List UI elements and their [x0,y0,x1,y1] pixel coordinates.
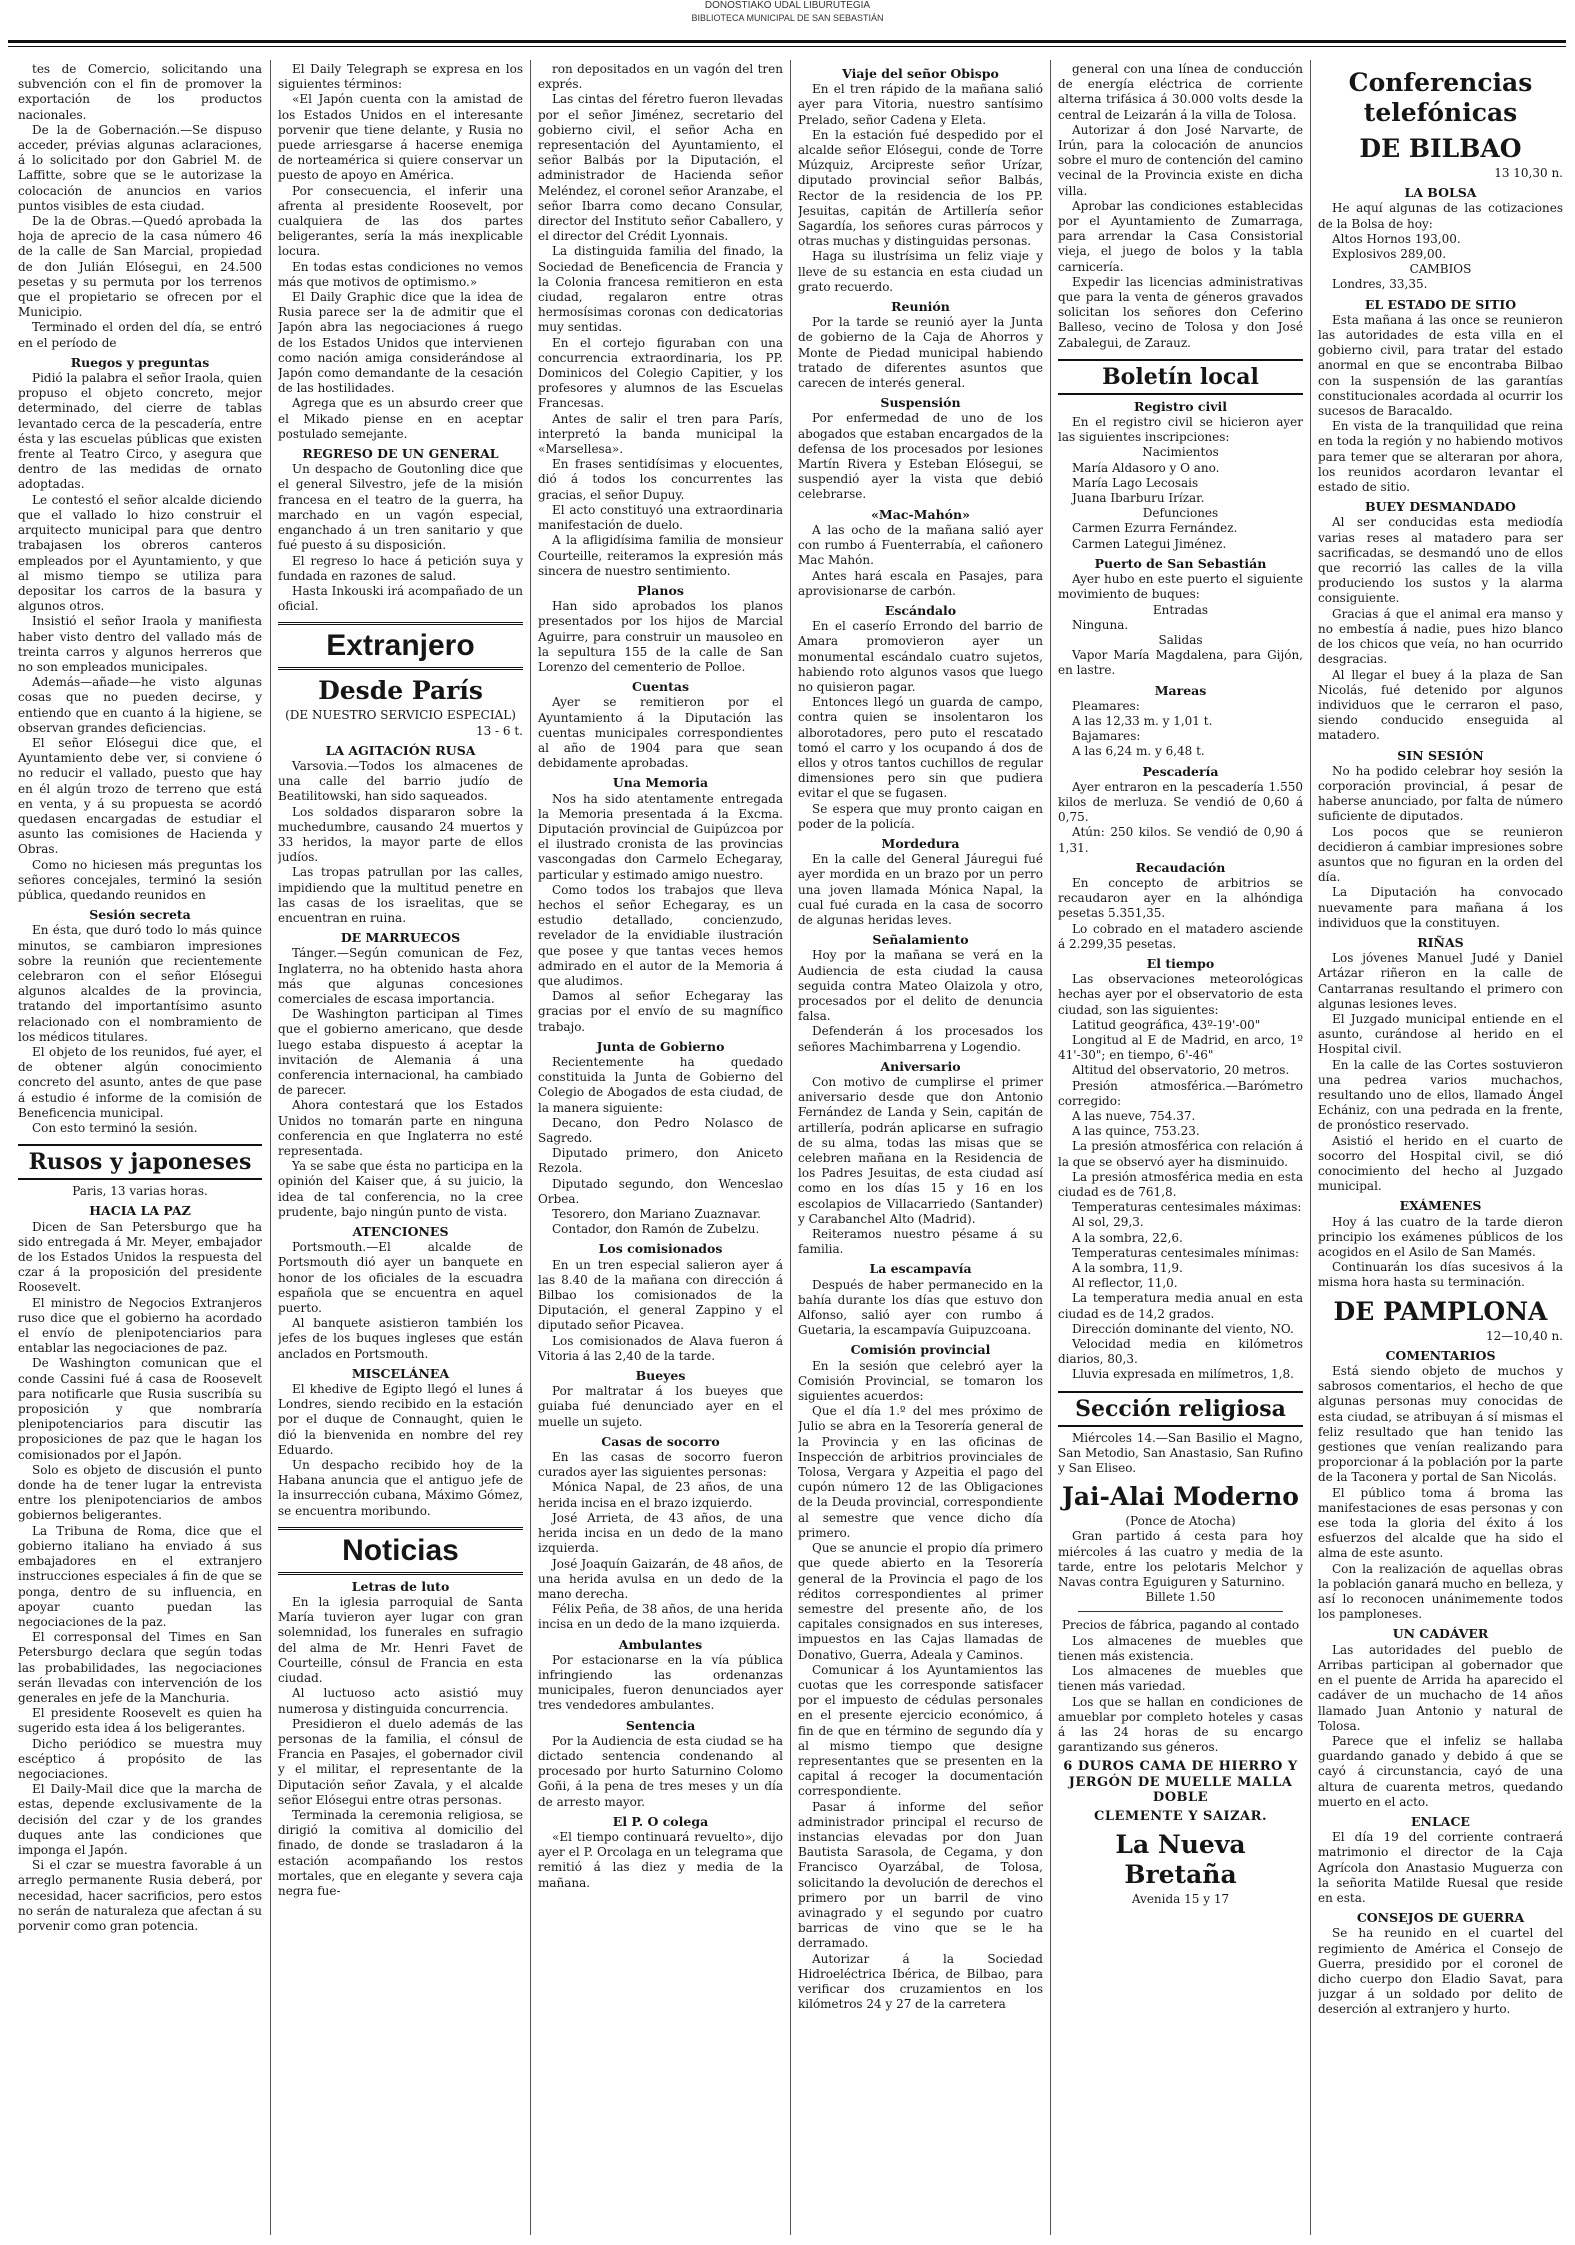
paragraph: Los soldados dispararon sobre la muchedumbre, causando 24 muertos y 33 heridos, la mayor parte de ellos judíos. [278,804,523,865]
paragraph: Autorizar á don José Narvarte, de Irún, para la colocación de anuncios sobre el muro de contención del camino vecinal de la Provincia existe en dicha villa. [1058,122,1303,198]
paragraph: Terminado el orden del día, se entró en el período de [18,320,262,350]
paragraph: En el caserío Errondo del barrio de Amara promovieron ayer un monumental escándalo cuatro sujetos, habiendo roto algunos vasos que luego no quisieron pagar. [798,619,1043,694]
centered-line: (DE NUESTRO SERVICIO ESPECIAL) [285,708,516,723]
paragraph: tes de Comercio, solicitando una subvención con el fin de promover la exportación de los productos nacionales. [18,62,262,122]
paragraph: Solo es objeto de discusión el punto donde ha de tener lugar la entrevista entre los plenipotenciarios de ambos gobiernos beligerantes. [18,1462,262,1523]
paragraph: Ayer se remitieron por el Ayuntamiento á la Diputación las cuentas municipales correspondientes al año de 1904 para que sean debidamente aprobadas. [538,695,783,771]
section-heading: Recaudación [1135,859,1226,875]
paragraph: No ha podido celebrar hoy sesión la corporación provincial, á pesar de haberse anunciado, por falta de número suficiente de diputados. [1318,763,1563,824]
column-divider [790,60,791,2235]
paragraph: Dirección dominante del viento, NO. [1072,1321,1294,1336]
paragraph: Terminada la ceremonia religiosa, se dirigió la comitiva al domicilio del finado, de donde se trasladaron á la estación acompañando los restos mortales, que en elegante y severa caja negra fue- [278,1807,523,1898]
paragraph: En frases sentidísimas y elocuentes, dió á todos los concurrentes las gracias, el señor Dupuy. [538,457,783,502]
paragraph: La Diputación ha convocado nuevamente para mañana á los individuos que la constituyen. [1318,885,1563,930]
masthead [0,0,1575,44]
section-heading: Ruegos y preguntas [70,354,210,370]
paragraph: María Lago Lecosais [1072,475,1199,490]
paragraph: Presidieron el duelo además de las personas de la familia, el cónsul de Francia en Pasajes, el gobernador civil y el militar, el representante de la Diputación señor Zavala, y el alcalde señor Elósegui entre otras personas. [278,1716,523,1807]
paragraph: María Aldasoro y O ano. [1072,460,1220,475]
paragraph: Altitud del observatorio, 20 metros. [1072,1063,1290,1078]
paragraph: En concepto de arbitrios se recaudaron ayer en la alhóndiga pesetas 5.351,35. [1058,875,1303,921]
paragraph: El día 19 del corriente contraerá matrimonio el director de la Caja Agrícola don Anastasio Muguerza con la señorita Matilde Ruesal que reside en esta. [1318,1830,1563,1905]
section-heading: Letras de luto [351,1578,450,1594]
paragraph: Los comisionados de Alava fueron á Vitoria á las 2,40 de la tarde. [538,1333,783,1363]
paragraph: Por maltratar á los bueyes que guiaba fué denunciado ayer en el muelle un sujeto. [538,1384,783,1429]
paragraph: Con motivo de cumplirse el primer aniversario desde que don Antonio Fernández de Landa y Sein, capitán de artillería, podrán aplicarse en sufragio de su alma, todas las misas que se celebren mañana en la Residencia de los Padres Jesuitas, de esta ciudad así como en los días 15 y 16 en los escolapios de Villacarriedo (Santander) y Carabanchel Alto (Madrid). [798,1075,1043,1226]
paragraph: He aquí algunas de las cotizaciones de la Bolsa de hoy: [1318,201,1563,231]
paragraph: Le contestó el señor alcalde diciendo que el vallado lo hizo construir el arquitecto municipal para que dentro trabajasen los obreros canteros empleados por el Ayuntamiento, y que al mismo tiempo se utiliza para depositar los carros de la basura y algunos otros. [18,492,262,614]
paragraph: Un despacho de Goutonling dice que el general Silvestro, jefe de la misión francesa en el teatro de la guerra, ha marchado en un vagón especial, enganchado á un tren sanitario y que fué puesto á su disposición. [278,462,523,553]
paragraph: El Daily-Mail dice que la marcha de estas, depende exclusivamente de la decisión del czar y de los grandes duques ante las condiciones que imponga el Japón. [18,1782,262,1857]
paragraph: El presidente Roosevelt es quien ha sugerido esta idea á los beligerantes. [18,1706,262,1736]
paragraph: Como todos los trabajos que lleva hechos el señor Echegaray, es un estudio detallado, concienzudo, revelador de la envidiable ilustración que posee y que tantas veces hemos admirado en el autor de la Memoria á que aludimos. [538,882,783,988]
centered-line: Nacimientos [1142,445,1219,460]
paragraph: Tánger.—Según comunican de Fez, Inglaterra, no ha obtenido hasta ahora más que algunas concesiones comerciales de escasa importancia. [278,946,523,1006]
paragraph: Haga su ilustrísima un feliz viaje y lleve de su estancia en esta ciudad un grato recuerdo. [798,249,1043,294]
section-heading: Sesión secreta [89,907,191,923]
section-heading: ENLACE [1411,1813,1470,1829]
paragraph: En la calle del General Jáuregui fué ayer mordida en un brazo por un perro una joven llamada Mónica Napal, la cual fué curada en la casa de socorro de algunas heridas leves. [798,852,1043,927]
section-heading: DE MARRUECOS [340,930,461,946]
column-divider [1310,60,1311,2235]
paragraph: Además—añade—he visto algunas cosas que no pueden decirse, y entiendo que en cuanto á la higiene, se observan grandes deficiencias. [18,675,262,735]
paragraph: Ya se sabe que ésta no participa en la opinión del Kaiser que, á su juicio, la idea de tal conferencia, no la cree prudente, bajo ningún punto de vista. [278,1159,523,1219]
paragraph: Por la Audiencia de esta ciudad se ha dictado sentencia condenando al procesado por hurto Saturnino Colomo Goñi, á la pena de tres meses y un día de arresto mayor. [538,1733,783,1809]
paragraph: La distinguida familia del finado, la Sociedad de Beneficencia de Francia y la Colonia francesa remitieron en esta ciudad, regalaron entre otras hermosísimas coronas con dedicatorias muy sentidas. [538,244,783,335]
column-divider [270,60,271,2235]
paragraph: Se espera que muy pronto caigan en poder de la policía. [798,801,1043,831]
centered-line: Avenida 15 y 17 [1131,1892,1230,1907]
paragraph: A la sombra, 11,9. [1072,1261,1183,1276]
paragraph: Dicen de San Petersburgo que ha sido entregada á Mr. Meyer, embajador de los Estados Unidos la respuesta del czar á la proposición del presidente Roosevelt. [18,1219,262,1295]
paragraph: De la de Obras.—Quedó aprobada la hoja de aprecio de la casa número 46 de la calle de San Marcial, propiedad de don Julián Elósegui, en 24.500 pesetas y su permuta por los terrenos que el propietario se ofrecen por el Municipio. [18,214,262,320]
section-banner: Sección religiosa [1058,1391,1303,1427]
paragraph: Está siendo objeto de muchos y sabrosos comentarios, el hecho de que algunas personas muy conocidas de esta ciudad, se atribuyan á sí mismas el feliz resultado que han tenido las gestiones que venían realizando para proporcionar á la población por la parte de la Taconera y portal de San Nicolás. [1318,1364,1563,1485]
paragraph: El Daily Graphic dice que la idea de Rusia parece ser la de admitir que el Japón abra las negociaciones á ruego de los Estados Unidos que intervienen como nación amiga considerándose al Japón como demandante de la cesación de las hostilidades. [278,290,523,396]
paragraph: Han sido aprobados los planos presentados por los hijos de Marcial Aguirre, para construir un mausoleo en la sepultura 155 de la calle de San Lorenzo del cementerio de Polloe. [538,599,783,674]
section-heading: Puerto de San Sebastián [1094,555,1267,571]
paragraph: En ésta, que duró todo lo más quince minutos, se cambiaron impresiones sobre la reunión que recientemente celebraron con el señor Elósegui algunos alcaldes de la provincia, tratando del importantísimo asunto relacionado con el nombramiento de los médicos titulares. [18,923,262,1044]
section-heading: Aniversario [880,1058,961,1074]
paragraph: Que el día 1.º del mes próximo de Julio se abra en la Tesorería general de la Provincia y en las oficinas de Inspección de arbitrios provinciales de Tolosa, Vergara y Azpeitia el pago del cupón número 12 de las Obligaciones de la Deuda provincial, correspondiente al semestre que vence dicho día primero. [798,1404,1043,1540]
paragraph: En la sesión que celebró ayer la Comisión Provincial, se tomaron los siguientes acuerdos: [798,1358,1043,1404]
section-heading: HACIA LA PAZ [89,1203,191,1219]
paragraph: Los almacenes de muebles que tienen más variedad. [1058,1664,1303,1694]
paragraph: Félix Peña, de 38 años, de una herida incisa en un dedo de la mano izquierda. [538,1602,783,1632]
paragraph: En la estación fué despedido por el alcalde señor Elósegui, conde de Torre Múzquiz, Arcipreste señor Urízar, diputado provincial señor Balbás, Rector de la residencia de los PP. Jesuitas, capitán de Artillería señor Sagardía, los señores curas párrocos y otras muchas y distinguidas personas. [798,127,1043,249]
ad-heading: CLEMENTE Y SAIZAR. [1094,1808,1267,1824]
paragraph: A las nueve, 754.37. [1072,1109,1196,1123]
paragraph: Los almacenes de muebles que tienen más existencia. [1058,1633,1303,1663]
paragraph: Antes hará escala en Pasajes, para aprovisionarse de carbón. [798,568,1043,598]
section-heading: Bueyes [635,1368,686,1384]
paragraph: Portsmouth.—El alcalde de Portsmouth dió ayer un banquete en honor de los oficiales de la escuadra española que se encuentra en aquel puerto. [278,1240,523,1316]
paragraph: Después de haber permanecido en la bahía durante los días que estuvo don Alfonso, salió ayer con rumbo á Guetaria, la escampavía Guipuzcoana. [798,1277,1043,1338]
headline: DE PAMPLONA [1333,1296,1548,1326]
paragraph: Al llegar el buey á la plaza de San Nicolás, fué detenido por algunos individuos que le cerraron el paso, siendo conducido enseguida al matadero. [1318,667,1563,743]
paragraph: Por la tarde se reunió ayer la Junta de gobierno de la Caja de Ahorros y Monte de Piedad municipal habiendo tratado de diferentes asuntos que carecen de interés general. [798,315,1043,391]
paragraph: Carmen Lategui Jiménez. [1072,536,1227,551]
section-heading: Mareas [1154,682,1207,698]
paragraph: Al reflector, 11,0. [1072,1276,1178,1291]
section-heading: Reunión [891,299,950,315]
separator [1078,1611,1283,1612]
paragraph: Juana Ibarburu Irízar. [1072,491,1205,506]
section-heading: Señalamiento [872,932,969,948]
column-1 [18,62,262,2232]
paragraph: Lluvia expresada en milímetros, 1,8. [1072,1367,1294,1382]
paragraph: Latitud geográfica, 43º-19'-00" [1072,1017,1261,1032]
paragraph: El regreso lo hace á petición suya y fundada en razones de salud. [278,553,523,583]
paragraph: El objeto de los reunidos, fué ayer, el de obtener algún conocimiento concreto del asunto, antes de que pase á estudio é informe de la comisión de Beneficencia municipal. [18,1045,262,1120]
paragraph: Miércoles 14.—San Basilio el Magno, San Metodio, San Anastasio, San Rufino y San Eliseo. [1058,1430,1303,1476]
paragraph: Un despacho recibido hoy de la Habana anuncia que el antiguo jefe de la insurrección cubana, Máximo Gómez, se encuentra moribundo. [278,1458,523,1518]
paragraph: Londres, 33,35. [1332,277,1428,292]
section-heading: Planos [637,582,684,598]
section-heading: LA AGITACIÓN RUSA [325,742,476,758]
paragraph: Recientemente ha quedado constituida la Junta de Gobierno del Colegio de Abogados de esta ciudad, de la manera siguiente: [538,1055,783,1115]
paragraph: Contador, don Ramón de Zubelzu. [552,1222,760,1237]
paragraph: Al ser conducidas esta mediodía varias reses al matadero para ser sacrificadas, se desmandó uno de ellos que recorrió las calles de la villa produciendo los sustos y la alarma consiguiente. [1318,515,1563,606]
column-3 [538,62,783,2232]
paragraph: Por consecuencia, el inferir una afrenta al presidente Roosevelt, por cualquiera de las dos partes beligerantes, sería la más inexplicable locura. [278,183,523,259]
paragraph: La temperatura media anual en esta ciudad es de 14,2 grados. [1058,1291,1303,1321]
paragraph: Tesorero, don Mariano Zuaznavar. [552,1207,761,1222]
section-banner: Noticias [278,1527,523,1575]
paragraph: Al luctuoso acto asistió muy numerosa y distinguida concurrencia. [278,1686,523,1716]
section-heading: Una Memoria [612,775,709,791]
section-heading: MISCELÁNEA [351,1365,450,1381]
paragraph: Dicho periódico se muestra muy escéptico á propósito de las negociaciones. [18,1736,262,1781]
paragraph: general con una línea de conducción de energía eléctrica de corriente alterna trifásica á 30.000 volts desde la central de Leizarán á la villa de Tolosa. [1058,62,1303,122]
section-banner: Rusos y japoneses [18,1144,262,1180]
centered-line: Salidas [1158,632,1203,647]
paragraph: Altos Hornos 193,00. [1332,231,1461,246]
section-heading: COMENTARIOS [1385,1347,1496,1363]
paragraph: En la iglesia parroquial de Santa María tuvieron ayer lugar con gran solemnidad, los funerales en sufragio del alma de Mr. Henri Favet de Courteille, cónsul de Francia en esta ciudad. [278,1595,523,1686]
column-divider [530,60,531,2235]
section-heading: RIÑAS [1417,934,1464,950]
paragraph: Damos al señor Echegaray las gracias por el envío de su magnífico trabajo. [538,989,783,1034]
dateline: 12—10,40 n. [1486,1328,1563,1343]
section-heading: El P. O colega [612,1813,709,1829]
paragraph: El Juzgado municipal entiende en el asunto, curándose al herido en el Hospital civil. [1318,1011,1563,1057]
paragraph: Que se anuncie el propio día primero que quede abierto en la Tesorería general de la Provincia el pago de los réditos correspondientes al primer semestre del presente año, de los capitales consignados en sus intereses, impuestos en las Cajas llamadas de Donativo, Guerra, Adeala y Caminos. [798,1541,1043,1662]
column-6 [1318,62,1563,2232]
section-heading: UN CADÁVER [1392,1626,1489,1642]
paragraph: A las 6,24 m. y 6,48 t. [1072,744,1205,759]
column-4 [798,62,1043,2232]
paragraph: El señor Elósegui dice que, el Ayuntamiento debe ver, si conviene ó no reducir el vallado, puesto que hay en él algún trozo de terreno que está en venta, y á su propuesta se acordó quedasen encargadas de estudiar el asunto las comisiones de Hacienda y Obras. [18,735,262,857]
headline: DE BILBAO [1359,134,1522,163]
paragraph: A la afligidísima familia de monsieur Courteille, reiteramos la expresión más sincera de nuestro sentimiento. [538,533,783,578]
paragraph: El acto constituyó una extraordinaria manifestación de duelo. [538,502,783,533]
paragraph: Al sol, 29,3. [1072,1215,1144,1230]
paragraph: Ninguna. [1072,617,1129,632]
section-heading: EL ESTADO DE SITIO [1364,296,1517,312]
paragraph: De Washington comunican que el conde Cassini fué á casa de Roosevelt para notificarle que Rusia suscribía su proposición y que nombraría plenipotenciarios para discutir las proposiciones de paz que le hagan los comisionados por el Japón. [18,1356,262,1462]
header-rule-thick [8,40,1566,43]
paragraph: Insistió el señor Iraola y manifiesta haber visto dentro del vallado más de treinta carros y algunos herreros que no son empleados municipales. [18,614,262,674]
centered-line: Defunciones [1142,506,1219,521]
paragraph: El Daily Telegraph se expresa en los siguientes términos: [278,62,523,92]
centered-line: Precios de fábrica, pagando al contado [1061,1618,1300,1633]
paragraph: A las 12,33 m. y 1,01 t. [1072,713,1213,728]
paragraph: Temperaturas centesimales mínimas: [1072,1245,1300,1260]
paragraph: Continuarán los días sucesivos á la misma hora hasta su terminación. [1318,1260,1563,1290]
paragraph: A las ocho de la mañana salió ayer con rumbo á Fuenterrabía, el cañonero Mac Mahón. [798,522,1043,568]
header-rule-thin [8,46,1566,47]
paragraph: En vista de la tranquilidad que reina en toda la región y no habiendo motivos para temer que se alteraran por ahora, los reunidos acordaron levantar el estado de sitio. [1318,419,1563,495]
paragraph: En el tren rápido de la mañana salió ayer para Vitoria, nuestro santísimo Prelado, señor Cadena y Eleta. [798,82,1043,127]
paragraph: Entonces llegó un guarda de campo, contra quien se insolentaron los alborotadores, pero puto el rescatado tomó el carro y los ocupando á dos de ellos y otros tantos cuchillos de regular dimensiones pero sin que pudiera evitar el que se fugasen. [798,695,1043,801]
paragraph: Pasar á informe del señor administrador principal el recurso de instancias elevadas por don Juan Bautista Sarasola, de Cegama, y don Francisco Oyarzábal, de Tolosa, solicitando la devolución de derechos el primero por un barril de vino avinagrado y el segundo por cuatro barricas de vino que se le ha derramado. [798,1799,1043,1951]
paragraph: «El tiempo continuará revuelto», dijo ayer el P. Orcolaga en un telegrama que remitió á las diez y media de la mañana. [538,1829,783,1890]
centered-line: (Ponce de Atocha) [1125,1514,1236,1529]
paragraph: Por estacionarse en la vía pública infringiendo las ordenanzas municipales, fueron denunciados ayer tres vendedores ambulantes. [538,1652,783,1713]
paragraph: ron depositados en un vagón del tren exprés. [538,62,783,92]
paragraph: El khedive de Egipto llegó el lunes á Londres, siendo recibido en la estación por el duque de Connaught, quien le dió la bienvenida en nombre del rey Eduardo. [278,1382,523,1457]
paragraph: Los pocos que se reunieron decidieron á cambiar impresiones sobre asuntos que no figuran en la orden del día. [1318,824,1563,885]
section-heading: Escándalo [884,602,957,618]
paragraph: Con la realización de aquellas obras la población ganará mucho en belleza, y así lo reconocen unánimemente todos los pamploneses. [1318,1561,1563,1622]
paragraph: El corresponsal del Times en San Petersburgo declara que según todas las probabilidades, las negociaciones serán llevadas con intervención de los generales en jefe de la Manchuria. [18,1630,262,1705]
paragraph: Ahora contestará que los Estados Unidos no tomarán parte en ninguna conferencia en que Inglaterra no esté representada. [278,1098,523,1158]
paragraph: Pidió la palabra el señor Iraola, quien propuso el objeto concreto, mejor determinado, del cierre de tablas levantado cerca de la pescadería, entre ésta y las escuelas públicas que existen frente al Teatro Circo, y asegura que dentro de las medidas de ornato adoptadas. [18,371,262,492]
paragraph: Autorizar á la Sociedad Hidroeléctrica Ibérica, de Bilbao, para verificar dos cruzamientos en los kilómetros 24 y 27 de la carretera [798,1951,1043,2012]
paragraph: José Arrieta, de 43 años, de una herida incisa en un dedo de la mano izquierda. [538,1510,783,1556]
section-heading: Cuentas [632,679,689,695]
paragraph: El público toma á broma las manifestaciones de esas personas y con ese toda la gloria del éxito á los esfuerzos del alcalde que ha sido el alma de este asunto. [1318,1485,1563,1561]
section-heading: REGRESO DE UN GENERAL [302,446,499,462]
paragraph: La presión atmosférica con relación á la que se observó ayer ha disminuido. [1058,1139,1303,1169]
section-heading: El tiempo [1146,955,1215,971]
library-name-basque: DONOSTIAKO UDAL LIBURUTEGIA [704,0,871,11]
paragraph: Asistió el herido en el cuarto de socorro del Hospital civil, se dió conocimiento del hecho al Juzgado municipal. [1318,1133,1563,1194]
paragraph: Explosivos 289,00. [1332,247,1447,262]
ad-heading: 6 DUROS CAMA DE HIERRO Y JERGÓN DE MUELLE MALLA DOBLE [1063,1759,1298,1805]
paragraph: «El Japón cuenta con la amistad de los Estados Unidos en el interesante porvenir que tiene delante, y Rusia no puede arriesgarse á hacerse enemiga de norteamérica si quiere conservar un puesto de apoyo en América. [278,92,523,183]
headline: Jai-Alai Moderno [1062,1482,1299,1512]
paragraph: Se ha reunido en el cuartel del regimiento de América el Consejo de Guerra, presidido por el coronel de dicho cuerpo don Eladio Savat, para juzgar á un soldado por delito de deserción al extranjero y hurto. [1318,1926,1563,2017]
paragraph: Al banquete asistieron también los jefes de los buques ingleses que están anclados en Portsmouth. [278,1316,523,1361]
section-heading: EXÁMENES [1399,1198,1482,1214]
paragraph: De la de Gobernación.—Se dispuso acceder, prévias algunas aclaraciones, á lo solicitado por don Gabriel M. de Laffitte, sobre que se le autorizase la colocación de anuncios en varios puntos visibles de esta ciudad. [18,122,262,213]
paragraph: Expedir las licencias administrativas que para la venta de géneros gravados solicitan los señores don Ceferino Balleso, vecino de Tolosa y don José Zabalegui, de Zarauz. [1058,274,1303,350]
paragraph: A la sombra, 22,6. [1072,1230,1183,1245]
paragraph: La presión atmosférica media en esta ciudad es de 761,8. [1058,1169,1303,1200]
paragraph: Los jóvenes Manuel Judé y Daniel Artázar riñeron en la calle de Cantarranas resultando el primero con algunas lesiones leves. [1318,951,1563,1011]
paragraph: Vapor María Magdalena, para Gijón, en lastre. [1058,648,1303,678]
paragraph: Atún: 250 kilos. Se vendió de 0,90 á 1,31. [1058,825,1303,855]
section-heading: Casas de socorro [601,1433,720,1449]
paragraph: Nos ha sido atentamente entregada la Memoria presentada á la Excma. Diputación provincial de Guipúzcoa por el ilustrado cronista de las provincias vascongadas don Carmelo Echegaray, particular y estimado amigo nuestro. [538,791,783,882]
paragraph: En el registro civil se hicieron ayer las siguientes inscripciones: [1058,415,1303,445]
column-5 [1058,62,1303,2232]
library-name-spanish: BIBLIOTECA MUNICIPAL DE SAN SEBASTIÁN [691,13,884,23]
headline: Conferencias telefónicas [1348,68,1533,127]
section-heading: Sentencia [625,1717,696,1733]
paragraph: Esta mañana á las once se reunieron las autoridades de esta villa en el gobierno civil, para tratar del estado anormal en que se encontraba Bilbao con la suspensión de las garantías constitucionales acordada al ocurrir los sucesos de Baracaldo. [1318,312,1563,419]
section-heading: «Mac-Mahón» [871,506,970,522]
section-heading: BUEY DESMANDADO [1365,499,1516,515]
paragraph: En las casas de socorro fueron curados ayer las siguientes personas: [538,1450,783,1480]
paragraph: Las tropas patrullan por las calles, impidiendo que la multitud penetre en las casas de los israelitas, que se encuentran en ruina. [278,865,523,925]
paragraph: Mónica Napal, de 23 años, de una herida incisa en el brazo izquierdo. [538,1480,783,1510]
section-heading: Mordedura [881,835,960,851]
paragraph: Como no hiciesen más preguntas los señores concejales, terminó la sesión pública, quedando reunidos en [18,857,262,902]
centered-line: CAMBIOS [1409,262,1472,277]
section-heading: La escampavía [869,1261,972,1277]
section-heading: Los comisionados [598,1241,723,1257]
section-heading: Comisión provincial [850,1342,991,1358]
section-heading: Junta de Gobierno [596,1038,725,1054]
paragraph: Diputado primero, don Aniceto Rezola. [538,1146,783,1176]
centered-line: Billete 1.50 [1145,1590,1216,1605]
headline: Desde París [318,676,483,706]
paragraph: Hoy por la mañana se verá en la Audiencia de esta ciudad la causa seguida contra Mateo Olaizola y otro, procesados por el delito de denuncia falsa. [798,948,1043,1024]
dateline: 13 10,30 n. [1494,166,1563,180]
paragraph: Parece que el infeliz se hallaba guardando ganado y debido á que se cayó á circunstancia, cayó de una altura de cuarenta metros, quedando muerto en el acto. [1318,1733,1563,1809]
paragraph: Longitud al E de Madrid, en arco, 1º 41'-30"; en tiempo, 6'-46" [1058,1032,1303,1063]
paragraph: A las quince, 753.23. [1072,1124,1200,1139]
section-heading: CONSEJOS DE GUERRA [1356,1910,1525,1926]
paragraph: Temperaturas centesimales máximas: [1072,1200,1302,1215]
section-heading: LA BOLSA [1404,185,1477,201]
dateline: 13 - 6 t. [475,723,523,738]
section-heading: ATENCIONES [352,1224,449,1240]
paragraph: Las cintas del féretro fueron llevadas por el señor Jiménez, secretario del gobierno civil, el señor Acha en representación del Ayuntamiento, el señor Balbás por la Diputación, el administrador de Hacienda señor Meléndez, el coronel señor Aranzabe, el señor Ibarra como decano Consular, director del Instituto señor Caballero, y el director del Crédit Lyonnais. [538,92,783,244]
paragraph: José Joaquín Gaizarán, de 48 años, de una herida avulsa en un dedo de la mano derecha. [538,1556,783,1601]
section-heading: Viaje del señor Obispo [842,66,999,81]
paragraph: Aprobar las condiciones establecidas por el Ayuntamiento de Zumarraga, para arrendar la Casa Consistorial vieja, el juego de bolos y la tabla carnicería. [1058,198,1303,274]
paragraph: El ministro de Negocios Extranjeros ruso dice que el gobierno ha acordado el envío de plenipotenciarios para entablar las negociaciones de paz. [18,1295,262,1356]
paragraph: En la calle de las Cortes sostuvieron una pedrea varios muchachos, resultando uno de ellos, llamado Ángel Echániz, con una pedrada en la frente, de pronóstico reservado. [1318,1057,1563,1133]
section-heading: Suspensión [880,395,961,411]
paragraph: Bajamares: [1072,729,1141,744]
paragraph: Velocidad media en kilómetros diarios, 80,3. [1058,1337,1303,1367]
paragraph: Ayer hubo en este puerto el siguiente movimiento de buques: [1058,572,1303,602]
paragraph: Con esto terminó la sesión. [32,1121,198,1136]
section-heading: Registro civil [1133,398,1228,414]
paragraph: Hasta Inkouski irá acompañado de un oficial. [278,583,523,614]
paragraph: Decano, don Pedro Nolasco de Sagredo. [538,1115,783,1146]
paragraph: Por enfermedad de uno de los abogados que estaban encargados de la defensa de los procesados por lesiones Martín Rivera y Esteban Elósegui, se suspendió ayer la vista que debió celebrarse. [798,411,1043,502]
paragraph: Si el czar se muestra favorable á un arreglo permanente Rusia deberá, por necesidad, hacer sacrificios, pero estos no serán de naturaleza que afectan á su porvenir como gran potencia. [18,1858,262,1933]
paragraph: Pleamares: [1072,698,1140,713]
paragraph: De Washington participan al Times que el gobierno americano, que desde luego estaba dispuesto á aceptar la invitación de Alemania á una conferencia internacional, ha cambiado de parecer. [278,1007,523,1098]
paragraph: En un tren especial salieron ayer á las 8.40 de la mañana con dirección á Bilbao los comisionados de la Diputación, el general Zappino y el diputado señor Picavea. [538,1257,783,1333]
section-banner: Boletín local [1058,359,1303,395]
paragraph: Reiteramos nuestro pésame á su familia. [798,1227,1043,1257]
paragraph: Presión atmosférica.—Barómetro corregido: [1058,1078,1303,1108]
paragraph: Diputado segundo, don Wenceslao Orbea. [538,1176,783,1206]
paragraph: En todas estas condiciones no vemos más que motivos de optimismo.» [278,259,523,289]
section-heading: Ambulantes [618,1636,703,1652]
paragraph: Las observaciones meteorológicas hechas ayer por el observatorio de esta ciudad, son las siguientes: [1058,972,1303,1017]
paragraph: En el cortejo figuraban con una concurrencia extraordinaria, los PP. Dominicos del Colegio Capitier, y los profesores y alumnos de las Escuelas Francesas. [538,335,783,411]
paragraph: Varsovia.—Todos los almacenes de una calle del barrio judío de Beatilitowski, han sido saqueados. [278,758,523,804]
paragraph: Agrega que es un absurdo creer que el Mikado piense en en aceptar postulado semejante. [278,396,523,441]
paragraph: Ayer entraron en la pescadería 1.550 kilos de merluza. Se vendió de 0,60 á 0,75. [1058,779,1303,825]
column-2 [278,62,523,2232]
paragraph: Comunicar á los Ayuntamientos las cuotas que les corresponde satisfacer por el impuesto de cédulas personales en el presente ejercicio económico, á fin de que en término de segundo día y al mismo tiempo que designe representantes que se presenten en la capital á recoger la documentación correspondiente. [798,1662,1043,1799]
paragraph: Antes de salir el tren para París, interpretó la banda municipal la «Marsellesa». [538,411,783,457]
centered-line: Paris, 13 varias horas. [72,1184,208,1199]
section-heading: Pescadería [1142,763,1219,779]
paragraph: Las autoridades del pueblo de Arribas participan al gobernador que en el puente de Arrida ha aparecido el cadáver de un muchacho de 14 años llamado Juan Antonio y natural de Tolosa. [1318,1642,1563,1733]
centered-line: Entradas [1152,602,1209,617]
paragraph: Hoy á las cuatro de la tarde dieron principio los exámenes públicos de los acogidos en el Asilo de San Mamés. [1318,1214,1563,1260]
paragraph: Gracias á que el animal era manso y no embestía á nadie, pues hizo blanco de los chicos que veía, no han ocurrido desgracias. [1318,606,1563,667]
headline: La Nueva Bretaña [1115,1830,1246,1890]
paragraph: Los que se hallan en condiciones de amueblar por completo hoteles y casas á las 24 horas de su encargo garantizando sus géneros. [1058,1694,1303,1755]
paragraph: La Tribuna de Roma, dice que el gobierno italiano ha enviado á sus embajadores en el extranjero instrucciones especiales á fin de que se ponga, dentro de su influencia, en apoyar cuanto puedan las negociaciones de la paz. [18,1523,262,1629]
paragraph: Defenderán á los procesados los señores Machimbarrena y Logendio. [798,1024,1043,1054]
section-banner: Extranjero [278,622,523,670]
column-divider [1050,60,1051,2235]
paragraph: Lo cobrado en el matadero asciende á 2.299,35 pesetas. [1058,921,1303,951]
section-heading: SIN SESIÓN [1397,747,1484,763]
paragraph: Gran partido á cesta para hoy miércoles á las cuatro y media de la tarde, entre los pelotaris Melchor y Navas contra Eguiguren y Saturnino. [1058,1529,1303,1590]
paragraph: Carmen Ezurra Fernández. [1072,521,1238,536]
